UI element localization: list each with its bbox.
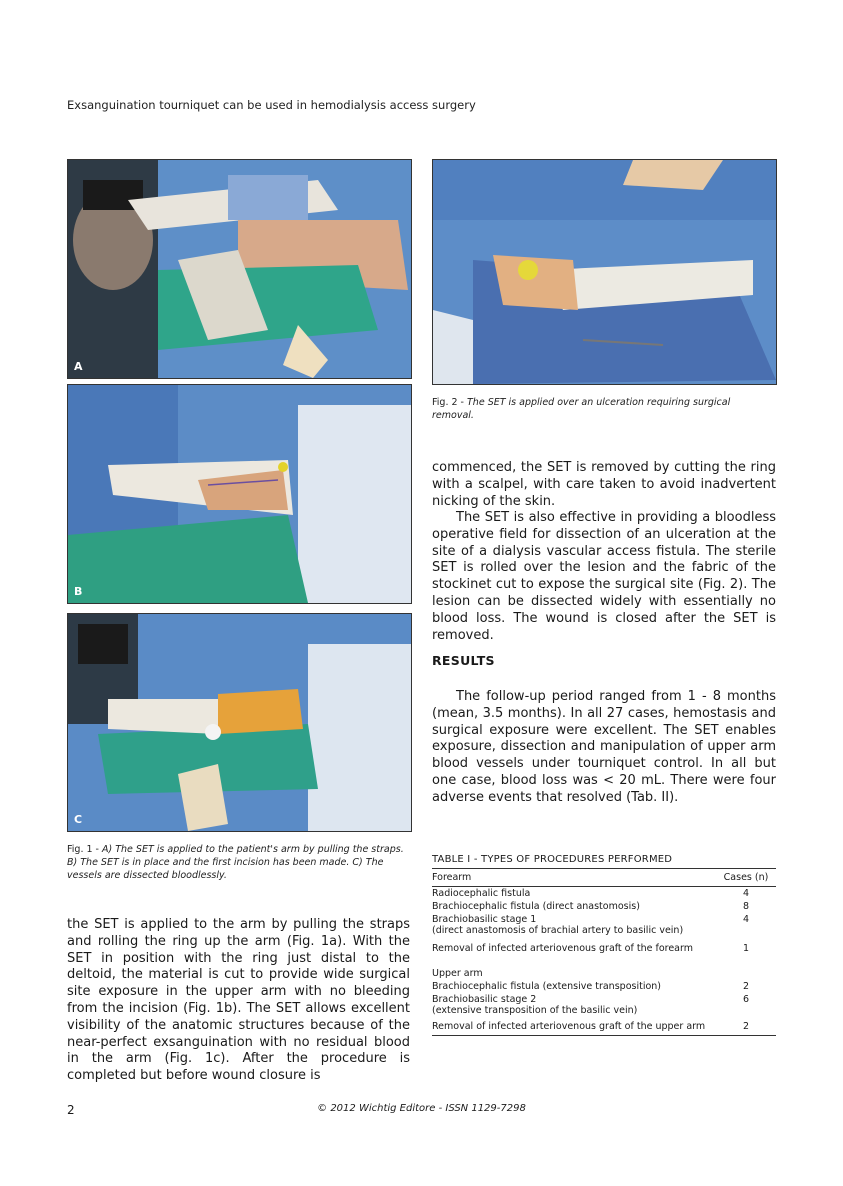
footer-copyright: © 2012 Wichtig Editore - ISSN 1129-7298 <box>317 1103 526 1114</box>
table-row <box>432 913 776 937</box>
section-label-upper-arm: Upper arm <box>432 968 483 979</box>
row-count: 8 <box>742 901 750 912</box>
figure-1b-photo <box>67 384 412 604</box>
figure-2-caption-lead: Fig. 2 - <box>432 397 467 408</box>
table-section-row <box>432 967 776 980</box>
figure-1a-photo <box>67 159 412 379</box>
page-number: 2 <box>67 1103 75 1117</box>
table-row <box>432 993 776 1017</box>
row-label: Brachiocephalic fistula (direct anastomosis) <box>432 901 640 912</box>
table-header-row <box>432 869 776 887</box>
right-column-paragraph-2: The SET is also effective in providing a bloodless operative field for dissection of an ulceration at the site of a dialysis vascular access fistula. The sterile SET is rolled over the lesion and the fabric of the stockinet cut to expose the surgical site (Fig. 2). The lesion can be dissected widely with essentially no blood loss. The wound is closed after the SET is removed. <box>432 510 776 643</box>
column-header-procedure: Forearm <box>432 869 716 887</box>
row-label: Removal of infected arteriovenous graft of the upper arm <box>432 1021 706 1032</box>
table-1 <box>432 854 776 1036</box>
figure-1-caption-lead: Fig. 1 - <box>67 844 102 855</box>
row-sublabel: (extensive transposition of the basilic vein) <box>432 1005 638 1016</box>
figure-2-caption-text: The SET is applied over an ulceration requiring surgical removal. <box>432 397 731 421</box>
figure-1-caption-text: A) The SET is applied to the patient's arm by pulling the straps. B) The SET is in place and the first incision has been made. C) The vessels are dissected bloodlessly. <box>67 844 404 881</box>
table-row <box>432 887 776 901</box>
row-count: 2 <box>716 1017 776 1036</box>
row-label: Brachiobasilic stage 2 <box>432 994 537 1005</box>
figure-1-caption <box>67 843 410 882</box>
right-column-paragraph-1: commenced, the SET is removed by cutting the ring with a scalpel, with care taken to avoid inadvertent nicking of the skin. <box>432 460 776 509</box>
figure-2-photo <box>432 159 777 385</box>
panel-label-c: C <box>74 813 83 826</box>
results-heading: RESULTS <box>432 653 495 668</box>
row-count: 2 <box>742 981 750 992</box>
row-count: 1 <box>742 943 750 954</box>
table-row <box>432 980 776 993</box>
running-head: Exsanguination tourniquet can be used in hemodialysis access surgery <box>67 98 476 112</box>
figure-2-caption <box>432 396 775 422</box>
row-label: Radiocephalic fistula <box>432 888 531 899</box>
panel-label-a: A <box>74 360 83 373</box>
row-sublabel: (direct anastomosis of brachial artery to basilic vein) <box>432 925 684 936</box>
row-count: 4 <box>742 914 750 925</box>
table-row <box>432 1017 776 1036</box>
row-label: Brachiocephalic fistula (extensive transposition) <box>432 981 661 992</box>
figure-1c-photo <box>67 613 412 832</box>
table-row <box>432 937 776 955</box>
table-1-title: TABLE I - TYPES OF PROCEDURES PERFORMED <box>432 854 673 865</box>
row-label: Brachiobasilic stage 1 <box>432 914 537 925</box>
procedures-table <box>432 868 776 1036</box>
panel-label-b: B <box>74 585 83 598</box>
right-column-paragraph-3: The follow-up period ranged from 1 - 8 months (mean, 3.5 months). In all 27 cases, hemostasis and surgical exposure were excellent. The SET enables exposure, dissection and manipulation of upper arm blood vessels under tourniquet control. In all but one case, blood loss was < 20 mL. There were four adverse events that resolved (Tab. II). <box>432 689 776 805</box>
left-column-paragraph: the SET is applied to the arm by pulling the straps and rolling the ring up the arm (Fig. 1a). With the SET in position with the ring just distal to the deltoid, the material is cut to provide wide surgical site exposure in the upper arm with no bleeding from the incision (Fig. 1b). The SET allows excellent visibility of the anatomic structures because of the near-perfect exsanguination with no residual blood in the arm (Fig. 1c). After the procedure is completed but before wound closure is <box>67 917 410 1084</box>
row-count: 4 <box>742 888 750 899</box>
column-header-cases: Cases (n) <box>716 869 776 887</box>
table-row <box>432 900 776 913</box>
row-label: Removal of infected arteriovenous graft of the forearm <box>432 943 693 954</box>
row-count: 6 <box>742 994 750 1005</box>
